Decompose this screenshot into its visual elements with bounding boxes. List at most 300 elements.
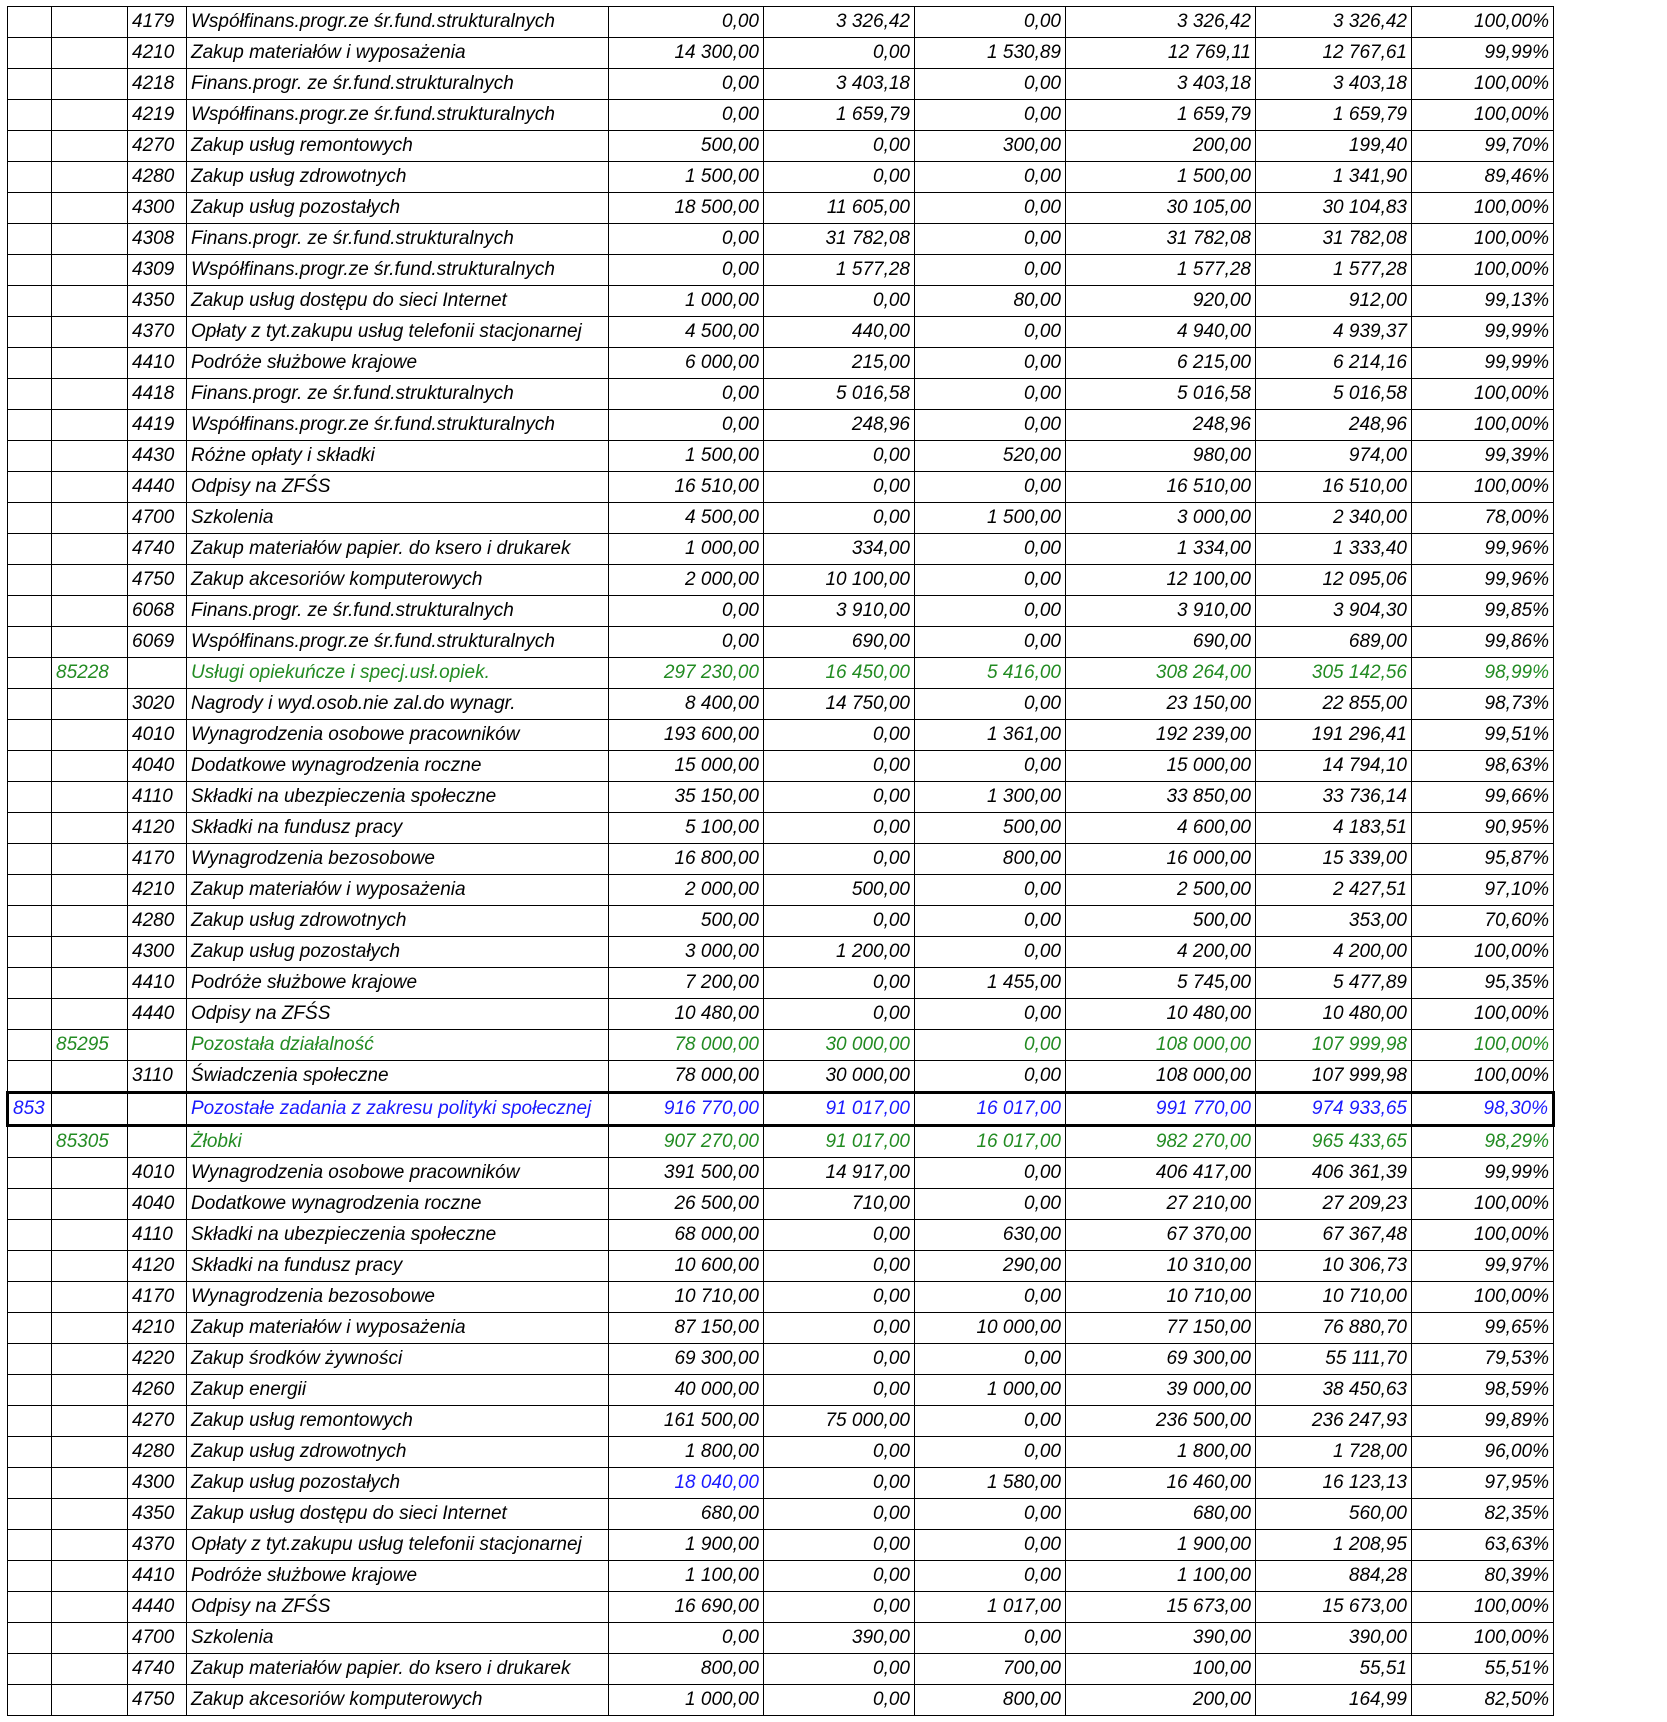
wykonanie-cell: 27 209,23: [1256, 1189, 1412, 1220]
plan-cell: 391 500,00: [609, 1158, 764, 1189]
procent-cell: 100,00%: [1412, 7, 1554, 38]
zwiekszenia-cell: 0,00: [764, 38, 915, 69]
table-row: [8, 1220, 1554, 1251]
table-row: [8, 1375, 1554, 1406]
nazwa-cell: Składki na ubezpieczenia społeczne: [187, 782, 609, 813]
po-zmianach-cell: 200,00: [1066, 1685, 1256, 1716]
rozdzial-cell: [52, 1375, 128, 1406]
zmniejszenia-cell: 800,00: [915, 1685, 1066, 1716]
rozdzial-cell: [52, 38, 128, 69]
zwiekszenia-cell: 10 100,00: [764, 565, 915, 596]
table-row: [8, 596, 1554, 627]
procent-cell: 100,00%: [1412, 1189, 1554, 1220]
rozdzial-cell: [52, 131, 128, 162]
zwiekszenia-cell: 30 000,00: [764, 1030, 915, 1061]
dzial-cell: [8, 565, 52, 596]
paragraf-cell: 4218: [128, 69, 187, 100]
rozdzial-cell: [52, 937, 128, 968]
po-zmianach-cell: 982 270,00: [1066, 1126, 1256, 1158]
po-zmianach-cell: 236 500,00: [1066, 1406, 1256, 1437]
zmniejszenia-cell: 0,00: [915, 1189, 1066, 1220]
zmniejszenia-cell: 0,00: [915, 317, 1066, 348]
zwiekszenia-cell: 75 000,00: [764, 1406, 915, 1437]
wykonanie-cell: 3 403,18: [1256, 69, 1412, 100]
nazwa-cell: Zakup materiałów i wyposażenia: [187, 1313, 609, 1344]
dzial-cell: [8, 1061, 52, 1093]
po-zmianach-cell: 15 000,00: [1066, 751, 1256, 782]
dzial-cell: [8, 503, 52, 534]
paragraf-cell: 4370: [128, 317, 187, 348]
zmniejszenia-cell: 0,00: [915, 224, 1066, 255]
nazwa-cell: Podróże służbowe krajowe: [187, 348, 609, 379]
nazwa-cell: Dodatkowe wynagrodzenia roczne: [187, 751, 609, 782]
wykonanie-cell: 689,00: [1256, 627, 1412, 658]
rozdzial-cell: [52, 596, 128, 627]
table-row: [8, 131, 1554, 162]
procent-cell: 99,51%: [1412, 720, 1554, 751]
table-row: [8, 1530, 1554, 1561]
wykonanie-cell: 12 767,61: [1256, 38, 1412, 69]
dzial-cell: [8, 968, 52, 999]
po-zmianach-cell: 1 500,00: [1066, 162, 1256, 193]
paragraf-cell: 4370: [128, 1530, 187, 1561]
paragraf-cell: 4110: [128, 1220, 187, 1251]
rozdzial-cell: [52, 348, 128, 379]
wykonanie-cell: 10 306,73: [1256, 1251, 1412, 1282]
dzial-cell: [8, 1158, 52, 1189]
plan-cell: 69 300,00: [609, 1344, 764, 1375]
table-row: [8, 1251, 1554, 1282]
table-row: [8, 472, 1554, 503]
procent-cell: 79,53%: [1412, 1344, 1554, 1375]
plan-cell: 1 000,00: [609, 286, 764, 317]
table-row: [8, 1592, 1554, 1623]
wykonanie-cell: 1 577,28: [1256, 255, 1412, 286]
dzial-cell: [8, 1220, 52, 1251]
dzial-cell: [8, 131, 52, 162]
po-zmianach-cell: 10 310,00: [1066, 1251, 1256, 1282]
zmniejszenia-cell: 0,00: [915, 193, 1066, 224]
dzial-cell: [8, 410, 52, 441]
zwiekszenia-cell: 0,00: [764, 813, 915, 844]
po-zmianach-cell: 4 200,00: [1066, 937, 1256, 968]
zmniejszenia-cell: 1 500,00: [915, 503, 1066, 534]
zwiekszenia-cell: 0,00: [764, 906, 915, 937]
nazwa-cell: Zakup materiałów papier. do ksero i drukarek: [187, 1654, 609, 1685]
zmniejszenia-cell: 0,00: [915, 1561, 1066, 1592]
rozdzial-cell: [52, 782, 128, 813]
procent-cell: 99,89%: [1412, 1406, 1554, 1437]
zwiekszenia-cell: 248,96: [764, 410, 915, 441]
plan-cell: 0,00: [609, 69, 764, 100]
rozdzial-cell: [52, 813, 128, 844]
nazwa-cell: Finans.progr. ze śr.fund.strukturalnych: [187, 379, 609, 410]
table-row: [8, 627, 1554, 658]
po-zmianach-cell: 15 673,00: [1066, 1592, 1256, 1623]
procent-cell: 98,99%: [1412, 658, 1554, 689]
dzial-cell: [8, 1499, 52, 1530]
nazwa-cell: Świadczenia społeczne: [187, 1061, 609, 1093]
procent-cell: 100,00%: [1412, 100, 1554, 131]
rozdzial-cell: [52, 1592, 128, 1623]
po-zmianach-cell: 77 150,00: [1066, 1313, 1256, 1344]
paragraf-cell: 4700: [128, 503, 187, 534]
table-row: [8, 720, 1554, 751]
nazwa-cell: Podróże służbowe krajowe: [187, 968, 609, 999]
po-zmianach-cell: 16 000,00: [1066, 844, 1256, 875]
procent-cell: 100,00%: [1412, 1061, 1554, 1093]
procent-cell: 98,30%: [1412, 1093, 1554, 1126]
zmniejszenia-cell: 0,00: [915, 7, 1066, 38]
paragraf-cell: 4210: [128, 1313, 187, 1344]
plan-cell: 0,00: [609, 596, 764, 627]
po-zmianach-cell: 23 150,00: [1066, 689, 1256, 720]
dzial-cell: [8, 348, 52, 379]
zwiekszenia-cell: 0,00: [764, 162, 915, 193]
plan-cell: 4 500,00: [609, 503, 764, 534]
zmniejszenia-cell: 0,00: [915, 1344, 1066, 1375]
rozdzial-cell: [52, 1406, 128, 1437]
nazwa-cell: Różne opłaty i składki: [187, 441, 609, 472]
table-row: [8, 410, 1554, 441]
dzial-cell: [8, 255, 52, 286]
table-row: [8, 906, 1554, 937]
zmniejszenia-cell: 0,00: [915, 751, 1066, 782]
wykonanie-cell: 236 247,93: [1256, 1406, 1412, 1437]
rozdzial-cell: [52, 1093, 128, 1126]
table-row: [8, 1313, 1554, 1344]
wykonanie-cell: 164,99: [1256, 1685, 1412, 1716]
wykonanie-cell: 67 367,48: [1256, 1220, 1412, 1251]
paragraf-cell: [128, 1030, 187, 1061]
rozdzial-cell: [52, 1685, 128, 1716]
zwiekszenia-cell: 0,00: [764, 1313, 915, 1344]
rozdzial-cell: [52, 1623, 128, 1654]
wykonanie-cell: 15 673,00: [1256, 1592, 1412, 1623]
po-zmianach-cell: 3 326,42: [1066, 7, 1256, 38]
plan-cell: 2 000,00: [609, 875, 764, 906]
zwiekszenia-cell: 500,00: [764, 875, 915, 906]
table-row: [8, 999, 1554, 1030]
po-zmianach-cell: 33 850,00: [1066, 782, 1256, 813]
wykonanie-cell: 14 794,10: [1256, 751, 1412, 782]
po-zmianach-cell: 991 770,00: [1066, 1093, 1256, 1126]
paragraf-cell: 4700: [128, 1623, 187, 1654]
zmniejszenia-cell: 0,00: [915, 255, 1066, 286]
wykonanie-cell: 974,00: [1256, 441, 1412, 472]
dzial-cell: [8, 1437, 52, 1468]
procent-cell: 99,70%: [1412, 131, 1554, 162]
po-zmianach-cell: 2 500,00: [1066, 875, 1256, 906]
dzial-cell: 853: [8, 1093, 52, 1126]
procent-cell: 95,35%: [1412, 968, 1554, 999]
table-row: [8, 1623, 1554, 1654]
procent-cell: 99,99%: [1412, 38, 1554, 69]
rozdzial-cell: [52, 224, 128, 255]
paragraf-cell: 4270: [128, 1406, 187, 1437]
zmniejszenia-cell: 0,00: [915, 410, 1066, 441]
procent-cell: 100,00%: [1412, 1623, 1554, 1654]
table-row: [8, 1468, 1554, 1499]
po-zmianach-cell: 980,00: [1066, 441, 1256, 472]
paragraf-cell: 3110: [128, 1061, 187, 1093]
paragraf-cell: 4010: [128, 720, 187, 751]
nazwa-cell: Zakup materiałów i wyposażenia: [187, 38, 609, 69]
dzial-cell: [8, 875, 52, 906]
zmniejszenia-cell: 0,00: [915, 162, 1066, 193]
dzial-cell: [8, 1685, 52, 1716]
dzial-cell: [8, 1561, 52, 1592]
rozdzial-cell: [52, 286, 128, 317]
plan-cell: 6 000,00: [609, 348, 764, 379]
plan-cell: 1 000,00: [609, 534, 764, 565]
zmniejszenia-cell: 0,00: [915, 1530, 1066, 1561]
table-row: [8, 937, 1554, 968]
plan-cell: 0,00: [609, 7, 764, 38]
po-zmianach-cell: 200,00: [1066, 131, 1256, 162]
procent-cell: 80,39%: [1412, 1561, 1554, 1592]
po-zmianach-cell: 308 264,00: [1066, 658, 1256, 689]
rozdzial-cell: [52, 1499, 128, 1530]
table-row: [8, 689, 1554, 720]
nazwa-cell: Składki na fundusz pracy: [187, 813, 609, 844]
dzial-cell: [8, 441, 52, 472]
nazwa-cell: Finans.progr. ze śr.fund.strukturalnych: [187, 596, 609, 627]
wykonanie-cell: 5 477,89: [1256, 968, 1412, 999]
nazwa-cell: Finans.progr. ze śr.fund.strukturalnych: [187, 224, 609, 255]
paragraf-cell: 4110: [128, 782, 187, 813]
table-row: [8, 1406, 1554, 1437]
zwiekszenia-cell: 0,00: [764, 472, 915, 503]
nazwa-cell: Zakup usług remontowych: [187, 131, 609, 162]
dzial-cell: [8, 813, 52, 844]
plan-cell: 8 400,00: [609, 689, 764, 720]
table-row: [8, 7, 1554, 38]
paragraf-cell: 4179: [128, 7, 187, 38]
procent-cell: 97,95%: [1412, 1468, 1554, 1499]
nazwa-cell: Usługi opiekuńcze i specj.usł.opiek.: [187, 658, 609, 689]
zwiekszenia-cell: 0,00: [764, 1654, 915, 1685]
nazwa-cell: Pozostała działalność: [187, 1030, 609, 1061]
procent-cell: 99,39%: [1412, 441, 1554, 472]
zmniejszenia-cell: 290,00: [915, 1251, 1066, 1282]
nazwa-cell: Współfinans.progr.ze śr.fund.strukturalnych: [187, 627, 609, 658]
wykonanie-cell: 6 214,16: [1256, 348, 1412, 379]
dzial-cell: [8, 1313, 52, 1344]
paragraf-cell: 4440: [128, 1592, 187, 1623]
rozdzial-cell: [52, 968, 128, 999]
procent-cell: 100,00%: [1412, 1030, 1554, 1061]
po-zmianach-cell: 100,00: [1066, 1654, 1256, 1685]
dzial-cell: [8, 1282, 52, 1313]
nazwa-cell: Finans.progr. ze śr.fund.strukturalnych: [187, 69, 609, 100]
plan-cell: 7 200,00: [609, 968, 764, 999]
plan-cell: 2 000,00: [609, 565, 764, 596]
wykonanie-cell: 76 880,70: [1256, 1313, 1412, 1344]
rozdzial-cell: [52, 565, 128, 596]
zmniejszenia-cell: 0,00: [915, 472, 1066, 503]
zmniejszenia-cell: 0,00: [915, 379, 1066, 410]
wykonanie-cell: 12 095,06: [1256, 565, 1412, 596]
zwiekszenia-cell: 11 605,00: [764, 193, 915, 224]
nazwa-cell: Zakup energii: [187, 1375, 609, 1406]
zmniejszenia-cell: 520,00: [915, 441, 1066, 472]
nazwa-cell: Szkolenia: [187, 1623, 609, 1654]
nazwa-cell: Opłaty z tyt.zakupu usług telefonii stacjonarnej: [187, 317, 609, 348]
procent-cell: 95,87%: [1412, 844, 1554, 875]
wykonanie-cell: 1 728,00: [1256, 1437, 1412, 1468]
rozdzial-cell: [52, 472, 128, 503]
paragraf-cell: 4350: [128, 1499, 187, 1530]
procent-cell: 99,13%: [1412, 286, 1554, 317]
zwiekszenia-cell: 0,00: [764, 1685, 915, 1716]
dzial-cell: [8, 100, 52, 131]
dzial-cell: [8, 69, 52, 100]
procent-cell: 96,00%: [1412, 1437, 1554, 1468]
zwiekszenia-cell: 0,00: [764, 503, 915, 534]
dzial-cell: [8, 317, 52, 348]
zwiekszenia-cell: 3 326,42: [764, 7, 915, 38]
po-zmianach-cell: 108 000,00: [1066, 1030, 1256, 1061]
plan-cell: 5 100,00: [609, 813, 764, 844]
paragraf-cell: 4430: [128, 441, 187, 472]
rozdzial-cell: [52, 193, 128, 224]
dzial-cell: [8, 7, 52, 38]
rozdzial-summary-row: [8, 1030, 1554, 1061]
paragraf-cell: 4270: [128, 131, 187, 162]
paragraf-cell: 4740: [128, 1654, 187, 1685]
po-zmianach-cell: 30 105,00: [1066, 193, 1256, 224]
dzial-cell: [8, 720, 52, 751]
wykonanie-cell: 10 480,00: [1256, 999, 1412, 1030]
procent-cell: 100,00%: [1412, 193, 1554, 224]
table-row: [8, 875, 1554, 906]
zwiekszenia-cell: 3 403,18: [764, 69, 915, 100]
procent-cell: 55,51%: [1412, 1654, 1554, 1685]
procent-cell: 98,59%: [1412, 1375, 1554, 1406]
plan-cell: 87 150,00: [609, 1313, 764, 1344]
zwiekszenia-cell: 14 750,00: [764, 689, 915, 720]
po-zmianach-cell: 248,96: [1066, 410, 1256, 441]
table-row: [8, 69, 1554, 100]
dzial-cell: [8, 1654, 52, 1685]
plan-cell: 0,00: [609, 100, 764, 131]
rozdzial-cell: [52, 1468, 128, 1499]
paragraf-cell: 4120: [128, 1251, 187, 1282]
plan-cell: 916 770,00: [609, 1093, 764, 1126]
zmniejszenia-cell: 0,00: [915, 1623, 1066, 1654]
zwiekszenia-cell: 0,00: [764, 1282, 915, 1313]
zmniejszenia-cell: 1 300,00: [915, 782, 1066, 813]
nazwa-cell: Wynagrodzenia bezosobowe: [187, 1282, 609, 1313]
zwiekszenia-cell: 91 017,00: [764, 1126, 915, 1158]
zwiekszenia-cell: 0,00: [764, 1468, 915, 1499]
paragraf-cell: 4410: [128, 348, 187, 379]
zmniejszenia-cell: 0,00: [915, 689, 1066, 720]
plan-cell: 10 710,00: [609, 1282, 764, 1313]
procent-cell: 98,73%: [1412, 689, 1554, 720]
zmniejszenia-cell: 0,00: [915, 596, 1066, 627]
procent-cell: 99,99%: [1412, 348, 1554, 379]
plan-cell: 500,00: [609, 131, 764, 162]
procent-cell: 100,00%: [1412, 224, 1554, 255]
table-row: [8, 968, 1554, 999]
rozdzial-cell: [52, 906, 128, 937]
zmniejszenia-cell: 0,00: [915, 627, 1066, 658]
dzial-cell: [8, 658, 52, 689]
zwiekszenia-cell: 215,00: [764, 348, 915, 379]
zwiekszenia-cell: 0,00: [764, 1220, 915, 1251]
wykonanie-cell: 353,00: [1256, 906, 1412, 937]
zwiekszenia-cell: 0,00: [764, 751, 915, 782]
wykonanie-cell: 10 710,00: [1256, 1282, 1412, 1313]
rozdzial-cell: [52, 751, 128, 782]
zwiekszenia-cell: 30 000,00: [764, 1061, 915, 1093]
plan-cell: 0,00: [609, 1623, 764, 1654]
wykonanie-cell: 965 433,65: [1256, 1126, 1412, 1158]
zmniejszenia-cell: 0,00: [915, 999, 1066, 1030]
paragraf-cell: 6068: [128, 596, 187, 627]
wykonanie-cell: 16 510,00: [1256, 472, 1412, 503]
zwiekszenia-cell: 91 017,00: [764, 1093, 915, 1126]
rozdzial-cell: [52, 534, 128, 565]
wykonanie-cell: 974 933,65: [1256, 1093, 1412, 1126]
plan-cell: 1 500,00: [609, 162, 764, 193]
wykonanie-cell: 2 427,51: [1256, 875, 1412, 906]
nazwa-cell: Odpisy na ZFŚS: [187, 999, 609, 1030]
po-zmianach-cell: 3 000,00: [1066, 503, 1256, 534]
zmniejszenia-cell: 1 000,00: [915, 1375, 1066, 1406]
rozdzial-cell: [52, 1189, 128, 1220]
nazwa-cell: Zakup usług zdrowotnych: [187, 1437, 609, 1468]
zwiekszenia-cell: 3 910,00: [764, 596, 915, 627]
nazwa-cell: Składki na fundusz pracy: [187, 1251, 609, 1282]
procent-cell: 99,85%: [1412, 596, 1554, 627]
plan-cell: 16 800,00: [609, 844, 764, 875]
nazwa-cell: Współfinans.progr.ze śr.fund.strukturalnych: [187, 100, 609, 131]
wykonanie-cell: 191 296,41: [1256, 720, 1412, 751]
po-zmianach-cell: 3 403,18: [1066, 69, 1256, 100]
zmniejszenia-cell: 0,00: [915, 69, 1066, 100]
procent-cell: 89,46%: [1412, 162, 1554, 193]
zwiekszenia-cell: 0,00: [764, 1530, 915, 1561]
plan-cell: 0,00: [609, 627, 764, 658]
plan-cell: 35 150,00: [609, 782, 764, 813]
paragraf-cell: 4750: [128, 565, 187, 596]
plan-cell: 907 270,00: [609, 1126, 764, 1158]
zmniejszenia-cell: 0,00: [915, 906, 1066, 937]
zwiekszenia-cell: 0,00: [764, 844, 915, 875]
table-row: [8, 813, 1554, 844]
wykonanie-cell: 38 450,63: [1256, 1375, 1412, 1406]
paragraf-cell: 4309: [128, 255, 187, 286]
nazwa-cell: Opłaty z tyt.zakupu usług telefonii stacjonarnej: [187, 1530, 609, 1561]
zmniejszenia-cell: 0,00: [915, 875, 1066, 906]
rozdzial-cell: [52, 1220, 128, 1251]
dzial-cell: [8, 1126, 52, 1158]
wykonanie-cell: 560,00: [1256, 1499, 1412, 1530]
table-row: [8, 565, 1554, 596]
table-row: [8, 1437, 1554, 1468]
wykonanie-cell: 305 142,56: [1256, 658, 1412, 689]
plan-cell: 3 000,00: [609, 937, 764, 968]
zwiekszenia-cell: 0,00: [764, 1344, 915, 1375]
plan-cell: 297 230,00: [609, 658, 764, 689]
procent-cell: 97,10%: [1412, 875, 1554, 906]
wykonanie-cell: 22 855,00: [1256, 689, 1412, 720]
dzial-summary-row: [8, 1093, 1554, 1126]
table-row: [8, 503, 1554, 534]
